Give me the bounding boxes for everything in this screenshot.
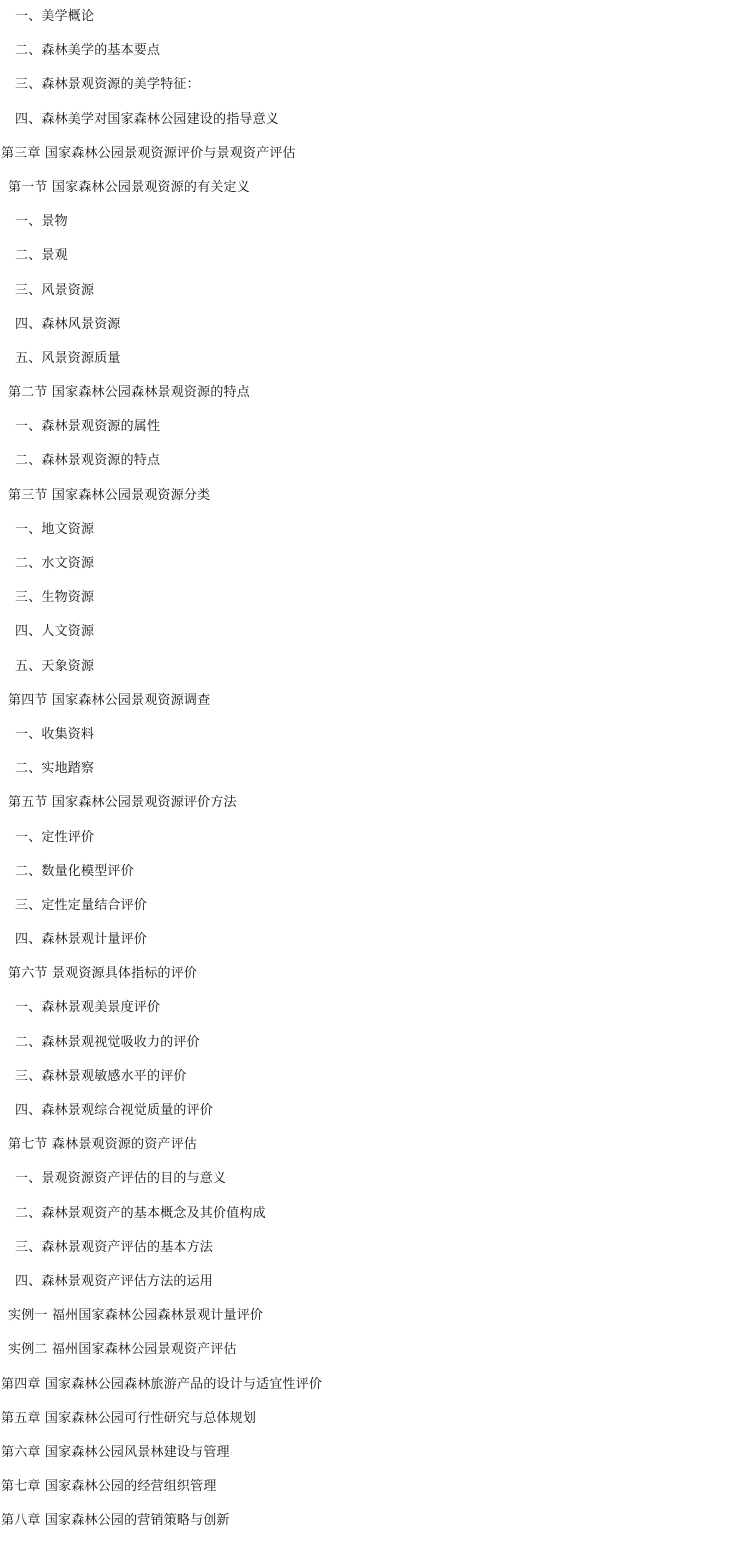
toc-section-line: 实例一 福州国家森林公园森林景观计量评价 [8, 1308, 264, 1324]
toc-item-line: 五、风景资源质量 [15, 350, 121, 366]
toc-item-line: 四、森林景观资产评估方法的运用 [15, 1273, 214, 1289]
toc-item-line: 一、森林景观资源的属性 [15, 419, 161, 435]
toc-item-line: 二、数量化模型评价 [15, 863, 134, 879]
toc-section-line: 第六节 景观资源具体指标的评价 [8, 966, 198, 982]
toc-item-line: 三、风景资源 [15, 282, 95, 298]
toc-chapter-line: 第七章 国家森林公园的经营组织管理 [1, 1479, 217, 1495]
toc-chapter-line: 第八章 国家森林公园的营销策略与创新 [1, 1513, 230, 1529]
toc-item-line: 一、收集资料 [15, 726, 95, 742]
toc-section-line: 第三节 国家森林公园景观资源分类 [8, 487, 211, 503]
toc-item-line: 四、森林风景资源 [15, 316, 121, 332]
toc-item-line: 三、森林景观资源的美学特征： [15, 77, 200, 93]
toc-item-line: 四、森林景观计量评价 [15, 932, 148, 948]
toc-item-line: 二、森林景观资产的基本概念及其价值构成 [15, 1205, 266, 1221]
toc-item-line: 二、实地踏察 [15, 761, 95, 777]
toc-chapter-line: 第六章 国家森林公园风景林建设与管理 [1, 1444, 230, 1460]
toc-item-line: 一、定性评价 [15, 829, 95, 845]
toc-item-line: 二、森林景观视觉吸收力的评价 [15, 1034, 200, 1050]
toc-item-line: 一、美学概论 [15, 9, 95, 24]
toc-item-line: 四、森林美学对国家森林公园建设的指导意义 [15, 111, 280, 127]
toc-section-line: 第五节 国家森林公园景观资源评价方法 [8, 795, 237, 811]
toc-item-line: 一、景物 [15, 214, 68, 230]
toc-item-line: 四、森林景观综合视觉质量的评价 [15, 1103, 214, 1118]
toc-item-line: 三、森林景观资产评估的基本方法 [15, 1239, 214, 1255]
toc-chapter-line: 第三章 国家森林公园景观资源评价与景观资产评估 [1, 145, 296, 161]
toc-section-line: 实例二 福州国家森林公园景观资产评估 [8, 1342, 237, 1358]
toc-chapter-line: 第四章 国家森林公园森林旅游产品的设计与适宜性评价 [1, 1376, 323, 1392]
toc-item-line: 三、生物资源 [15, 590, 95, 606]
toc-item-line: 一、森林景观美景度评价 [15, 1000, 161, 1016]
toc-item-line: 二、水文资源 [15, 556, 95, 571]
toc-section-line: 第四节 国家森林公园景观资源调查 [8, 692, 211, 708]
toc-item-line: 二、森林景观资源的特点 [15, 453, 161, 469]
toc-item-line: 一、景观资源资产评估的目的与意义 [15, 1171, 227, 1187]
toc-chapter-line: 第五章 国家森林公园可行性研究与总体规划 [1, 1410, 257, 1426]
toc-item-line: 二、森林美学的基本要点 [15, 43, 161, 59]
toc-item-line: 三、森林景观敏感水平的评价 [15, 1068, 187, 1084]
toc-item-line: 五、天象资源 [15, 658, 95, 674]
toc-section-line: 第七节 森林景观资源的资产评估 [8, 1137, 198, 1153]
toc-item-line: 四、人文资源 [15, 624, 95, 640]
toc-item-line: 三、定性定量结合评价 [15, 897, 148, 913]
toc-section-line: 第一节 国家森林公园景观资源的有关定义 [8, 179, 250, 195]
toc-item-line: 二、景观 [15, 248, 68, 264]
toc-item-line: 一、地文资源 [15, 521, 95, 537]
toc-section-line: 第二节 国家森林公园森林景观资源的特点 [8, 385, 250, 401]
